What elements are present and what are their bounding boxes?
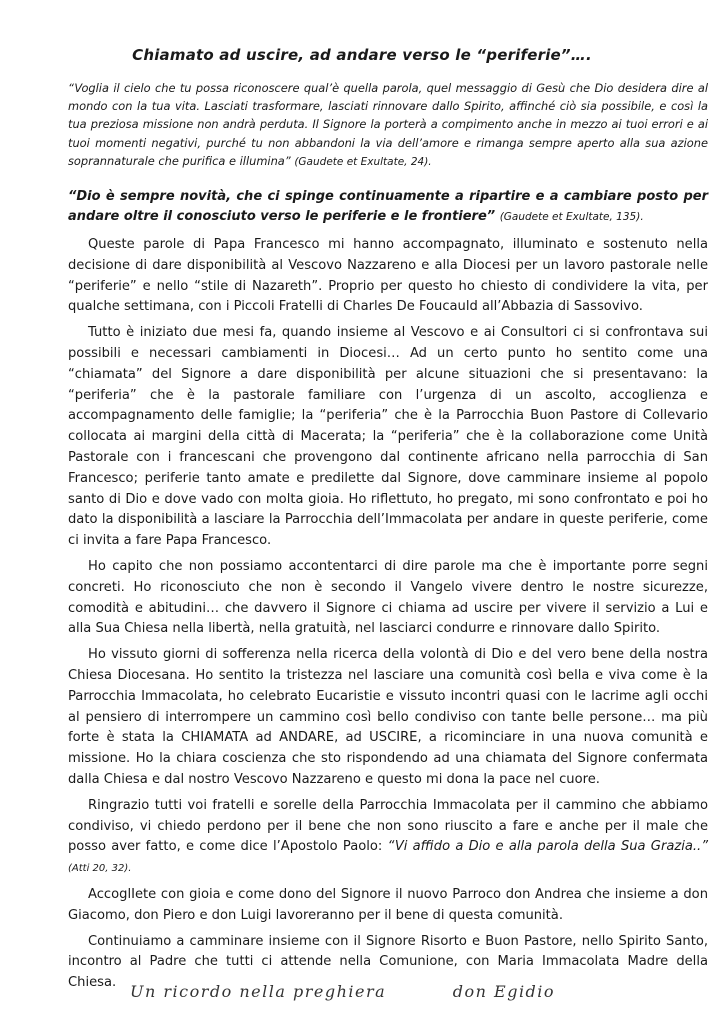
paragraph-2: Tutto è iniziato due mesi fa, quando insieme al Vescovo e ai Consultori ci si confrontava sui possibili e necessari cambiamenti in Diocesi… Ad un certo punto ho sentito come una “chiamata” del Signore a dare disponibilità per alcune situazioni che si presentavano: la “periferia” che è la pastorale familiare con l’urgenza di un ascolto, accoglienza e accompagnamento delle famiglie; la “periferia” che è la Parrocchia Buon Pastore di Collevario collocata ai margini della città di Macerata; la “periferia” che è la collaborazione come Unità Pastorale con i francescani che provengono dal continente africano nella parrocchia di San Francesco; periferie tanto amate e predilette dal Signore, dove camminare insieme al popolo santo di Dio e dove vado con molta gioia. Ho riflettuto, ho pregato, mi sono confrontato e poi ho dato la disponibilità a lasciare la Parrocchia dell’Immacolata per andare in queste periferie, come ci invita a fare Papa Francesco. — [68, 325, 708, 549]
paragraph-4: Ho vissuto giorni di sofferenza nella ricerca della volontà di Dio e del vero bene della nostra Chiesa Diocesana. Ho sentito la tristezza nel lasciare una comunità così bella e viva come è la Parrocchia Immacolata, ho celebrato Eucaristie e vissuto incontri quasi con le lacrime agli occhi al pensiero di interrompere un cammino così bello condiviso con tante belle persone… ma più forte è stata la CHIAMATA ad ANDARE, ad USCIRE, a ricominciare in una nuova comunità e missione. Ho la chiara coscienza che sto rispondendo ad una chiamata del Signore confermata dalla Chiesa e dal nostro Vescovo Nazzareno e questo mi dona la pace nel cuore. — [68, 647, 708, 787]
signature-name: don Egidio — [452, 982, 556, 1001]
paragraph-6: AccoglIete con gioia e come dono del Signore il nuovo Parroco don Andrea che insieme a don Giacomo, don Piero e don Luigi lavoreranno per il bene di questa comunità. — [68, 886, 708, 923]
handwritten-signature — [130, 982, 690, 1001]
paragraph-5-quote: “Vi affido a Dio e alla parola della Sua Grazia..” — [387, 839, 709, 855]
opening-quote-citation: (Gaudete et Exultate, 24). — [294, 155, 432, 168]
second-quote — [68, 187, 708, 227]
paragraph-5 — [68, 796, 708, 880]
signature-text: Un ricordo nella preghiera — [130, 982, 387, 1001]
second-quote-citation: (Gaudete et Exultate, 135). — [499, 211, 644, 223]
document-title: Chiamato ad uscire, ad andare verso le “periferie”…. — [132, 46, 592, 64]
opening-quote — [68, 79, 708, 171]
second-quote-text: “Dio è sempre novità, che ci spinge continuamente a ripartire e a cambiare posto per andare oltre il conosciuto verso le periferie e le frontiere” — [68, 189, 708, 224]
opening-quote-text: “Voglia il cielo che tu possa riconoscere qual’è quella parola, quel messaggio di Gesù che Dio desidera dire al mondo con la tua vita. Lasciati trasformare, lasciati rinnovare dallo Spirito, affinché ciò sia possibile, e così la tua preziosa missione non andrà perduta. Il Signore la porterà a compimento anche in mezzo ai tuoi errori e ai tuoi momenti negativi, purché tu non abbandoni la via dell’amore e rimanga sempre aperto alla sua azione soprannaturale che purifica e illumina” — [68, 81, 708, 168]
paragraph-1: Queste parole di Papa Francesco mi hanno accompagnato, illuminato e sostenuto nella decisione di dare disponibilità al Vescovo Nazzareno e alla Diocesi per un lavoro pastorale nelle “periferie” e nello “stile di Nazareth”. Proprio per questo ho chiesto di condividere la vita, per qualche settimana, con i Piccoli Fratelli di Charles De Foucauld all’Abbazia di Sassovivo. — [68, 237, 708, 315]
paragraph-5-text: Ringrazio tutti voi fratelli e sorelle della Parrocchia Immacolata per il cammino che abbiamo condiviso, vi chiedo perdono per il bene che non sono riuscito a fare e anche per il male che posso aver fatto, e come dice l’Apostolo Paolo: — [68, 797, 708, 855]
paragraph-5-citation: (Atti 20, 32). — [68, 863, 132, 875]
paragraph-3: Ho capito che non possiamo accontentarci di dire parole ma che è importante porre segni concreti. Ho riconosciuto che non è secondo il Vangelo vivere dentro le nostre sicurezze, comodità e abitudini… che davvero il Signore ci chiama ad uscire per vivere il servizio a Lui e alla Sua Chiesa nella libertà, nella gratuità, nel lasciarci condurre e rinnovare dallo Spirito. — [68, 558, 708, 637]
letter-body — [68, 235, 708, 994]
paragraph-7: Continuiamo a camminare insieme con il Signore Risorto e Buon Pastore, nello Spirito Santo, incontro al Padre che tutti ci attende nella Comunione, con Maria Immacolata Madre della Chiesa. — [68, 933, 708, 991]
